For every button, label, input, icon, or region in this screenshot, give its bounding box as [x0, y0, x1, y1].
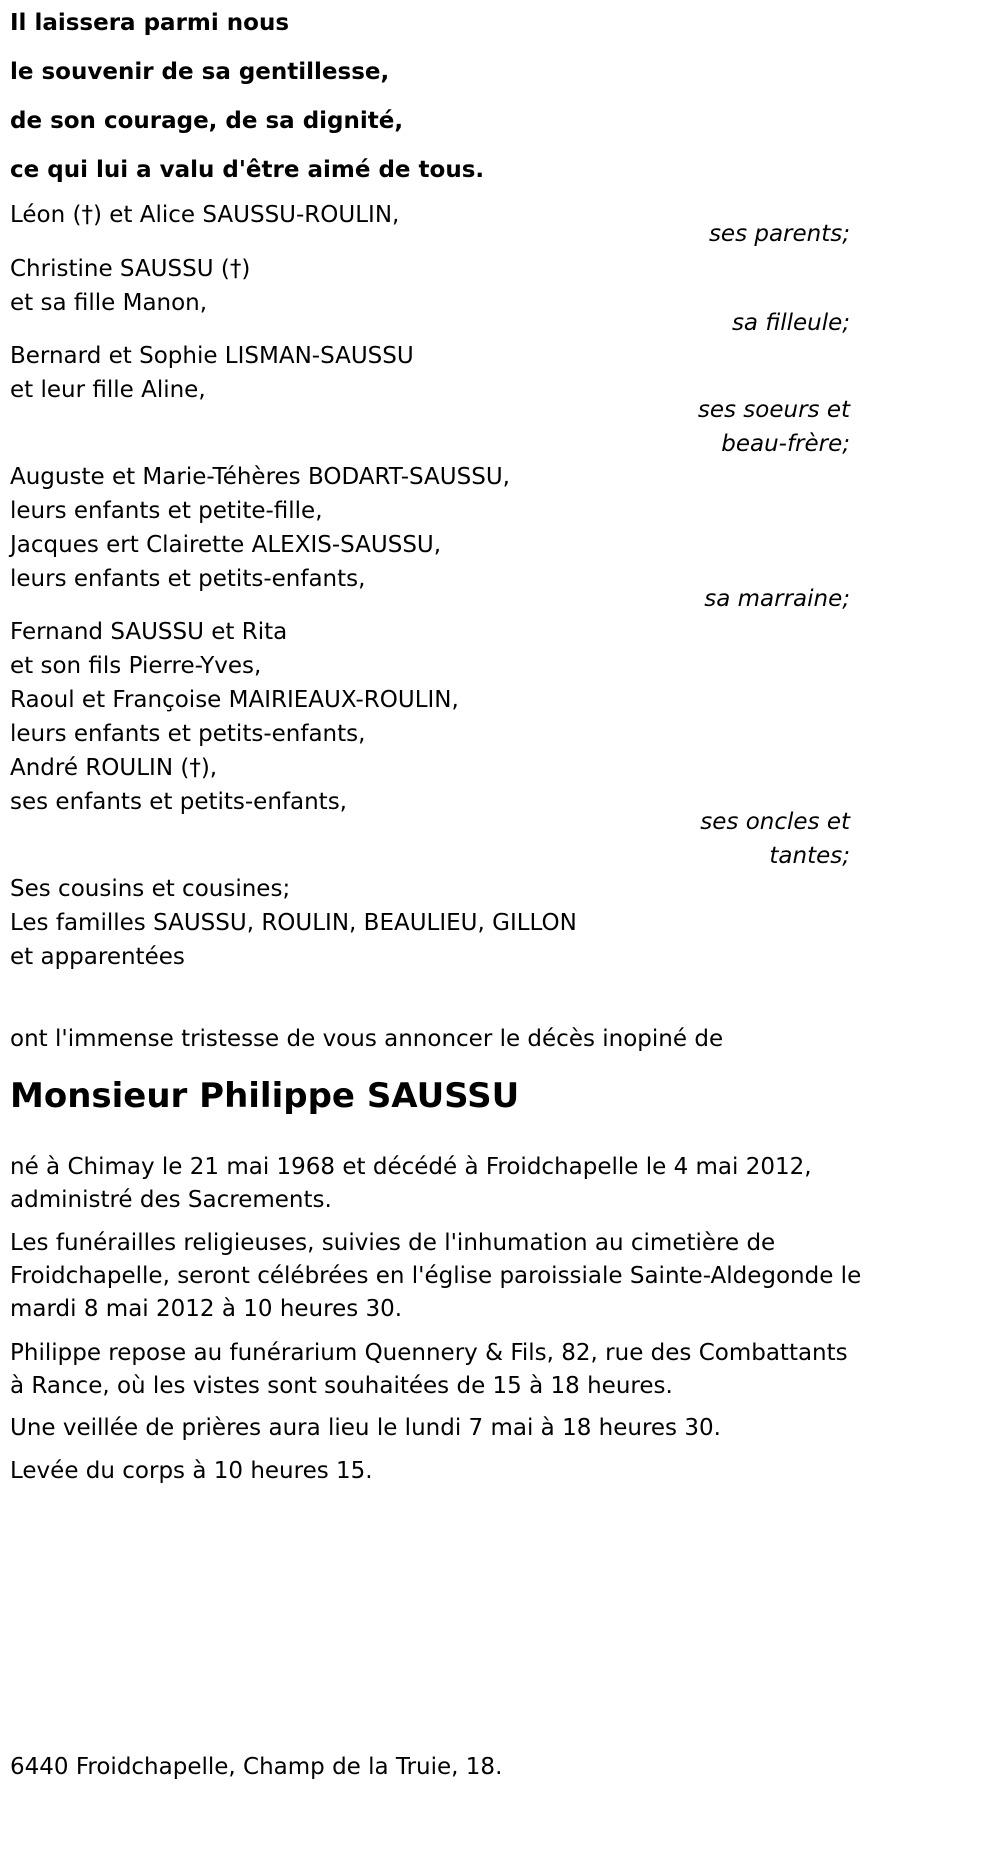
family-line: ses enfants et petits-enfants,	[10, 789, 347, 815]
paragraph-levee	[10, 1455, 850, 1488]
family-group-filleule	[10, 252, 850, 336]
paragraph-line: Une veillée de prières aura lieu le lundi 7 mai à 18 heures 30.	[10, 1415, 721, 1441]
paragraph-line: Philippe repose au funérarium Quennery & Fils, 82, rue des Combattants	[10, 1340, 848, 1366]
relation-label	[700, 805, 850, 873]
family-line: et sa fille Manon,	[10, 290, 208, 316]
family-group-oncles	[10, 615, 850, 869]
paragraph-line: à Rance, où les vistes sont souhaitées de 15 à 18 heures.	[10, 1373, 673, 1399]
family-line: André ROULIN (†),	[10, 755, 218, 781]
deceased-name: Monsieur Philippe SAUSSU	[10, 1076, 520, 1116]
family-line: leurs enfants et petits-enfants,	[10, 566, 366, 592]
relation-text: tantes;	[769, 843, 850, 869]
paragraph-birth	[10, 1151, 850, 1217]
relation-text: sa marraine;	[704, 586, 850, 612]
family-line: et apparentées	[10, 944, 185, 970]
family-group-soeurs	[10, 339, 850, 457]
poem-line: ce qui lui a valu d'être aimé de tous.	[10, 157, 485, 183]
paragraph-line: Levée du corps à 10 heures 15.	[10, 1458, 373, 1484]
announcement-text: ont l'immense tristesse de vous annoncer le décès inopiné de	[10, 1026, 724, 1052]
relation-label	[698, 393, 850, 461]
family-line: Auguste et Marie-Téhères BODART-SAUSSU,	[10, 464, 510, 490]
family-group-cousins	[10, 872, 850, 974]
poem-line: le souvenir de sa gentillesse,	[10, 59, 390, 85]
family-line: Léon (†) et Alice SAUSSU-ROULIN,	[10, 202, 400, 228]
family-line: leurs enfants et petits-enfants,	[10, 721, 366, 747]
family-line: Bernard et Sophie LISMAN-SAUSSU	[10, 343, 414, 369]
paragraph-vigil	[10, 1412, 850, 1445]
family-line: et son fils Pierre-Yves,	[10, 653, 262, 679]
family-group-parents	[10, 198, 850, 247]
family-group-marraine	[10, 460, 850, 612]
poem-line: Il laissera parmi nous	[10, 10, 290, 36]
paragraph-funeral	[10, 1227, 862, 1326]
family-line: Raoul et Françoise MAIRIEAUX-ROULIN,	[10, 687, 459, 713]
family-line: Ses cousins et cousines;	[10, 876, 291, 902]
relation-text: ses soeurs et	[697, 397, 850, 423]
paragraph-funerarium	[10, 1337, 850, 1403]
paragraph-line: né à Chimay le 21 mai 1968 et décédé à Froidchapelle le 4 mai 2012,	[10, 1154, 812, 1180]
family-line: Les familles SAUSSU, ROULIN, BEAULIEU, GILLON	[10, 910, 577, 936]
relation-text: ses oncles et	[700, 809, 850, 835]
relation-label	[732, 306, 850, 340]
relation-label	[709, 217, 850, 251]
family-line: Fernand SAUSSU et Rita	[10, 619, 288, 645]
relation-label	[704, 582, 850, 616]
address-text: 6440 Froidchapelle, Champ de la Truie, 18.	[10, 1754, 503, 1780]
family-line: et leur fille Aline,	[10, 377, 206, 403]
paragraph-line: administré des Sacrements.	[10, 1187, 332, 1213]
relation-text: beau-frère;	[721, 431, 850, 457]
relation-text: sa filleule;	[731, 310, 850, 336]
poem	[10, 8, 484, 204]
poem-line: de son courage, de sa dignité,	[10, 108, 404, 134]
family-line: Jacques ert Clairette ALEXIS-SAUSSU,	[10, 532, 442, 558]
paragraph-line: Froidchapelle, seront célébrées en l'église paroissiale Sainte-Aldegonde le	[10, 1263, 862, 1289]
paragraph-line: Les funérailles religieuses, suivies de l'inhumation au cimetière de	[10, 1230, 776, 1256]
relation-text: ses parents;	[708, 221, 850, 247]
family-line: Christine SAUSSU (†)	[10, 256, 251, 282]
paragraph-line: mardi 8 mai 2012 à 10 heures 30.	[10, 1296, 403, 1322]
family-line: leurs enfants et petite-fille,	[10, 498, 323, 524]
